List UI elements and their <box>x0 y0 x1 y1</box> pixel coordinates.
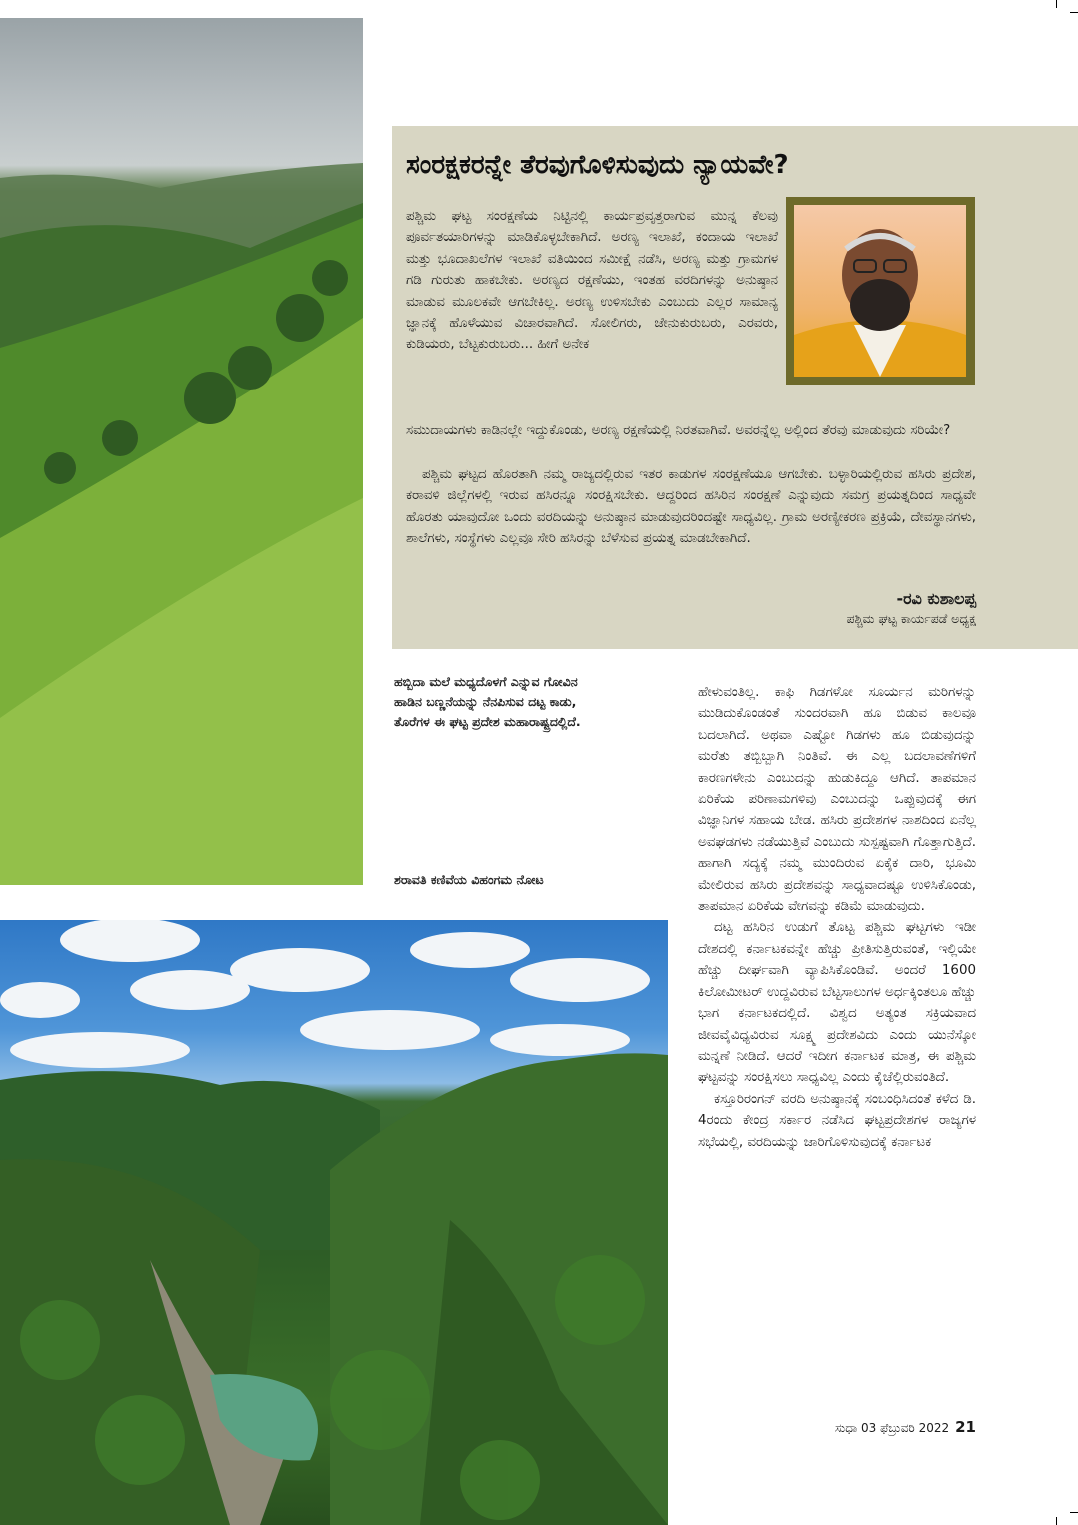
photo-sharavathi-valley <box>0 920 668 1525</box>
sidebar-paragraph-1-full: ಸಮುದಾಯಗಳು ಕಾಡಿನಲ್ಲೇ ಇದ್ದುಕೊಂಡು, ಅರಣ್ಯ ರಕ್ಷಣೆಯಲ್ಲಿ ನಿರತವಾಗಿವೆ. ಅವರನ್ನೆಲ್ಲ ಅಲ್ಲಿಂದ ತೆರವು ಮಾಡುವುದು ಸರಿಯೇ? <box>406 423 951 438</box>
photo-western-ghats-hills <box>0 18 363 885</box>
crop-mark <box>1056 1517 1057 1525</box>
caption-bottom-photo: ಶರಾವತಿ ಕಣಿವೆಯ ವಿಹಂಗಮ ನೋಟ <box>394 872 544 887</box>
author-title: ಪಶ್ಚಿಮ ಘಟ್ಟ ಕಾರ್ಯಪಡೆ ಅಧ್ಯಕ್ಷ <box>846 611 976 626</box>
author-name: -ರವಿ ಕುಶಾಲಪ್ಪ <box>896 589 976 608</box>
article-paragraph-3: ಕಸ್ತೂರಿರಂಗನ್ ವರದಿ ಅನುಷ್ಠಾನಕ್ಕೆ ಸಂಬಂಧಿಸಿದಂತೆ ಕಳೆದ ಡಿ. 4ರಂದು ಕೇಂದ್ರ ಸರ್ಕಾರ ನಡೆಸಿದ ಘಟ್ಟಪ್ರದೇಶಗಳ ರಾಜ್ಯಗಳ ಸಭೆಯಲ್ಲಿ, ವರದಿಯನ್ನು ಜಾರಿಗೊಳಿಸುವುದಕ್ಕೆ ಕರ್ನಾಟಕ <box>698 1091 976 1150</box>
issue-info: ಸುಧಾ 03 ಫೆಬ್ರುವರಿ 2022 <box>835 1421 950 1435</box>
article-column <box>698 682 976 1153</box>
sidebar-box <box>392 126 1078 649</box>
caption-top-photo: ಹಬ್ಬಿದಾ ಮಲೆ ಮಧ್ಯದೊಳಗೆ ಎನ್ನುವ ಗೋವಿನ ಹಾಡಿನ ಬಣ್ಣನೆಯನ್ನು ನೆನಪಿಸುವ ದಟ್ಟ ಕಾಡು, ತೊರೆಗಳ ಈ ಘಟ್ಟ ಪ್ರದೇಶ ಮಹಾರಾಷ್ಟ್ರದಲ್ಲಿದೆ. <box>394 674 581 729</box>
page-footer <box>812 1418 976 1436</box>
crop-mark <box>1070 1512 1078 1513</box>
author-portrait <box>794 205 966 377</box>
article-paragraph-1: ಹೇಳುವಂತಿಲ್ಲ. ಕಾಫಿ ಗಿಡಗಳೋ ಸೂರ್ಯನ ಮರಿಗಳನ್ನು ಮುಡಿದುಕೊಂಡಂತೆ ಸುಂದರವಾಗಿ ಹೂ ಬಿಡುವ ಕಾಲವೂ ಬದಲಾಗಿದೆ. ಅಥವಾ ಎಷ್ಟೋ ಗಿಡಗಳು ಹೂ ಬಿಡುವುದನ್ನು ಮರೆತು ತಬ್ಬಿಬ್ಬಾಗಿ ನಿಂತಿವೆ. ಈ ಎಲ್ಲ ಬದಲಾವಣೆಗಳಿಗೆ ಕಾರಣಗಳೇನು ಎಂಬುದನ್ನು ಹುಡುಕಿದ್ದೂ ಆಗಿದೆ. ತಾಪಮಾನ ಏರಿಕೆಯ ಪರಿಣಾಮಗಳಿವು ಎಂಬುದನ್ನು ಒಪ್ಪುವುದಕ್ಕೆ ಈಗ ವಿಜ್ಞಾನಿಗಳ ಸಹಾಯ ಬೇಡ. ಹಸಿರು ಪ್ರದೇಶಗಳ ನಾಶದಿಂದ ಏನೆಲ್ಲ ಅವಘಡಗಳು ನಡೆಯುತ್ತಿವೆ ಎಂಬುದು ಸುಸ್ಪಷ್ಟವಾಗಿ ಗೊತ್ತಾಗುತ್ತಿದೆ. ಹಾಗಾಗಿ ಸದ್ಯಕ್ಕೆ ನಮ್ಮ ಮುಂದಿರುವ ಏಕೈಕ ದಾರಿ, ಭೂಮಿ ಮೇಲಿರುವ ಹಸಿರು ಪ್ರದೇಶವನ್ನು ಸಾಧ್ಯವಾದಷ್ಟೂ ಉಳಿಸಿಕೊಂಡು, ತಾಪಮಾನ ಏರಿಕೆಯ ವೇಗವನ್ನು ಕಡಿಮೆ ಮಾಡುವುದು. <box>698 685 976 915</box>
article-paragraph-2: ದಟ್ಟ ಹಸಿರಿನ ಉಡುಗೆ ತೊಟ್ಟ ಪಶ್ಚಿಮ ಘಟ್ಟಗಳು ಇಡೀ ದೇಶದಲ್ಲಿ ಕರ್ನಾಟಕವನ್ನೇ ಹೆಚ್ಚು ಪ್ರೀತಿಸುತ್ತಿರುವಂತೆ, ಇಲ್ಲಿಯೇ ಹೆಚ್ಚು ದೀರ್ಘವಾಗಿ ವ್ಯಾಪಿಸಿಕೊಂಡಿವೆ. ಅಂದರೆ 1600 ಕಿಲೋಮೀಟರ್ ಉದ್ದವಿರುವ ಬೆಟ್ಟಸಾಲುಗಳ ಅರ್ಧಕ್ಕಿಂತಲೂ ಹೆಚ್ಚು ಭಾಗ ಕರ್ನಾಟಕದಲ್ಲಿದೆ. ವಿಶ್ವದ ಅತ್ಯಂತ ಸಕ್ರಿಯವಾದ ಜೀವವೈವಿಧ್ಯವಿರುವ ಸೂಕ್ಷ್ಮ ಪ್ರದೇಶವಿದು ಎಂದು ಯುನೆಸ್ಕೋ ಮನ್ನಣೆ ನೀಡಿದೆ. ಆದರೆ ಇದೀಗ ಕರ್ನಾಟಕ ಮಾತ್ರ, ಈ ಪಶ್ಚಿಮ ಘಟ್ಟವನ್ನು ಸಂರಕ್ಷಿಸಲು ಸಾಧ್ಯವಿಲ್ಲ ಎಂದು ಕೈಚೆಲ್ಲಿರುವಂತಿದೆ. <box>698 920 976 1086</box>
crop-mark <box>1056 0 1057 8</box>
sidebar-title: ಸಂರಕ್ಷಕರನ್ನೇ ತೆರವುಗೊಳಿಸುವುದು ನ್ಯಾಯವೇ? <box>406 150 789 180</box>
crop-mark <box>1070 12 1078 13</box>
sidebar-paragraph-1-wrapped: ಪಶ್ಚಿಮ ಘಟ್ಟ ಸಂರಕ್ಷಣೆಯ ನಿಟ್ಟಿನಲ್ಲಿ ಕಾರ್ಯಪ್ರವೃತ್ತರಾಗುವ ಮುನ್ನ ಕೆಲವು ಪೂರ್ವತಯಾರಿಗಳನ್ನು ಮಾಡಿಕೊಳ್ಳಬೇಕಾಗಿದೆ. ಅರಣ್ಯ ಇಲಾಖೆ, ಕಂದಾಯ ಇಲಾಖೆ ಮತ್ತು ಭೂದಾಖಲೆಗಳ ಇಲಾಖೆ ವತಿಯಿಂದ ಸಮೀಕ್ಷೆ ನಡೆಸಿ, ಅರಣ್ಯ ಮತ್ತು ಗ್ರಾಮಗಳ ಗಡಿ ಗುರುತು ಹಾಕಬೇಕು. ಅರಣ್ಯದ ರಕ್ಷಣೆಯು, ಇಂತಹ ವರದಿಗಳನ್ನು ಅನುಷ್ಠಾನ ಮಾಡುವ ಮೂಲಕವೇ ಆಗಬೇಕಿಲ್ಲ. ಅರಣ್ಯ ಉಳಿಸಬೇಕು ಎಂಬುದು ಎಲ್ಲರ ಸಾಮಾನ್ಯ ಜ್ಞಾನಕ್ಕೆ ಹೊಳೆಯುವ ವಿಚಾರವಾಗಿದೆ. ಸೋಲಿಗರು, ಜೇನುಕುರುಬರು, ಎರವರು, ಕುಡಿಯರು, ಬೆಟ್ಟಕುರುಬರು... ಹೀಗೆ ಅನೇಕ <box>406 209 778 353</box>
page-number: 21 <box>955 1418 976 1436</box>
sidebar-paragraph-2: ಪಶ್ಚಿಮ ಘಟ್ಟದ ಹೊರತಾಗಿ ನಮ್ಮ ರಾಜ್ಯದಲ್ಲಿರುವ ಇತರ ಕಾಡುಗಳ ಸಂರಕ್ಷಣೆಯೂ ಆಗಬೇಕು. ಬಳ್ಳಾರಿಯಲ್ಲಿರುವ ಹಸಿರು ಪ್ರದೇಶ, ಕರಾವಳಿ ಜಿಲ್ಲೆಗಳಲ್ಲಿ ಇರುವ ಹಸಿರನ್ನೂ ಸಂರಕ್ಷಿಸಬೇಕು. ಆದ್ದರಿಂದ ಹಸಿರಿನ ಸಂರಕ್ಷಣೆ ಎನ್ನುವುದು ಸಮಗ್ರ ಪ್ರಯತ್ನದಿಂದ ಸಾಧ್ಯವೇ ಹೊರತು ಯಾವುದೋ ಒಂದು ವರದಿಯನ್ನು ಅನುಷ್ಠಾನ ಮಾಡುವುದರಿಂದಷ್ಟೇ ಸಾಧ್ಯವಿಲ್ಲ. ಗ್ರಾಮ ಅರಣ್ಯೀಕರಣ ಪ್ರಕ್ರಿಯೆ, ದೇವಸ್ಥಾನಗಳು, ಶಾಲೆಗಳು, ಸಂಸ್ಥೆಗಳು ಎಲ್ಲವೂ ಸೇರಿ ಹಸಿರನ್ನು ಬೆಳೆಸುವ ಪ್ರಯತ್ನ ಮಾಡಬೇಕಾಗಿದೆ. <box>406 467 976 547</box>
